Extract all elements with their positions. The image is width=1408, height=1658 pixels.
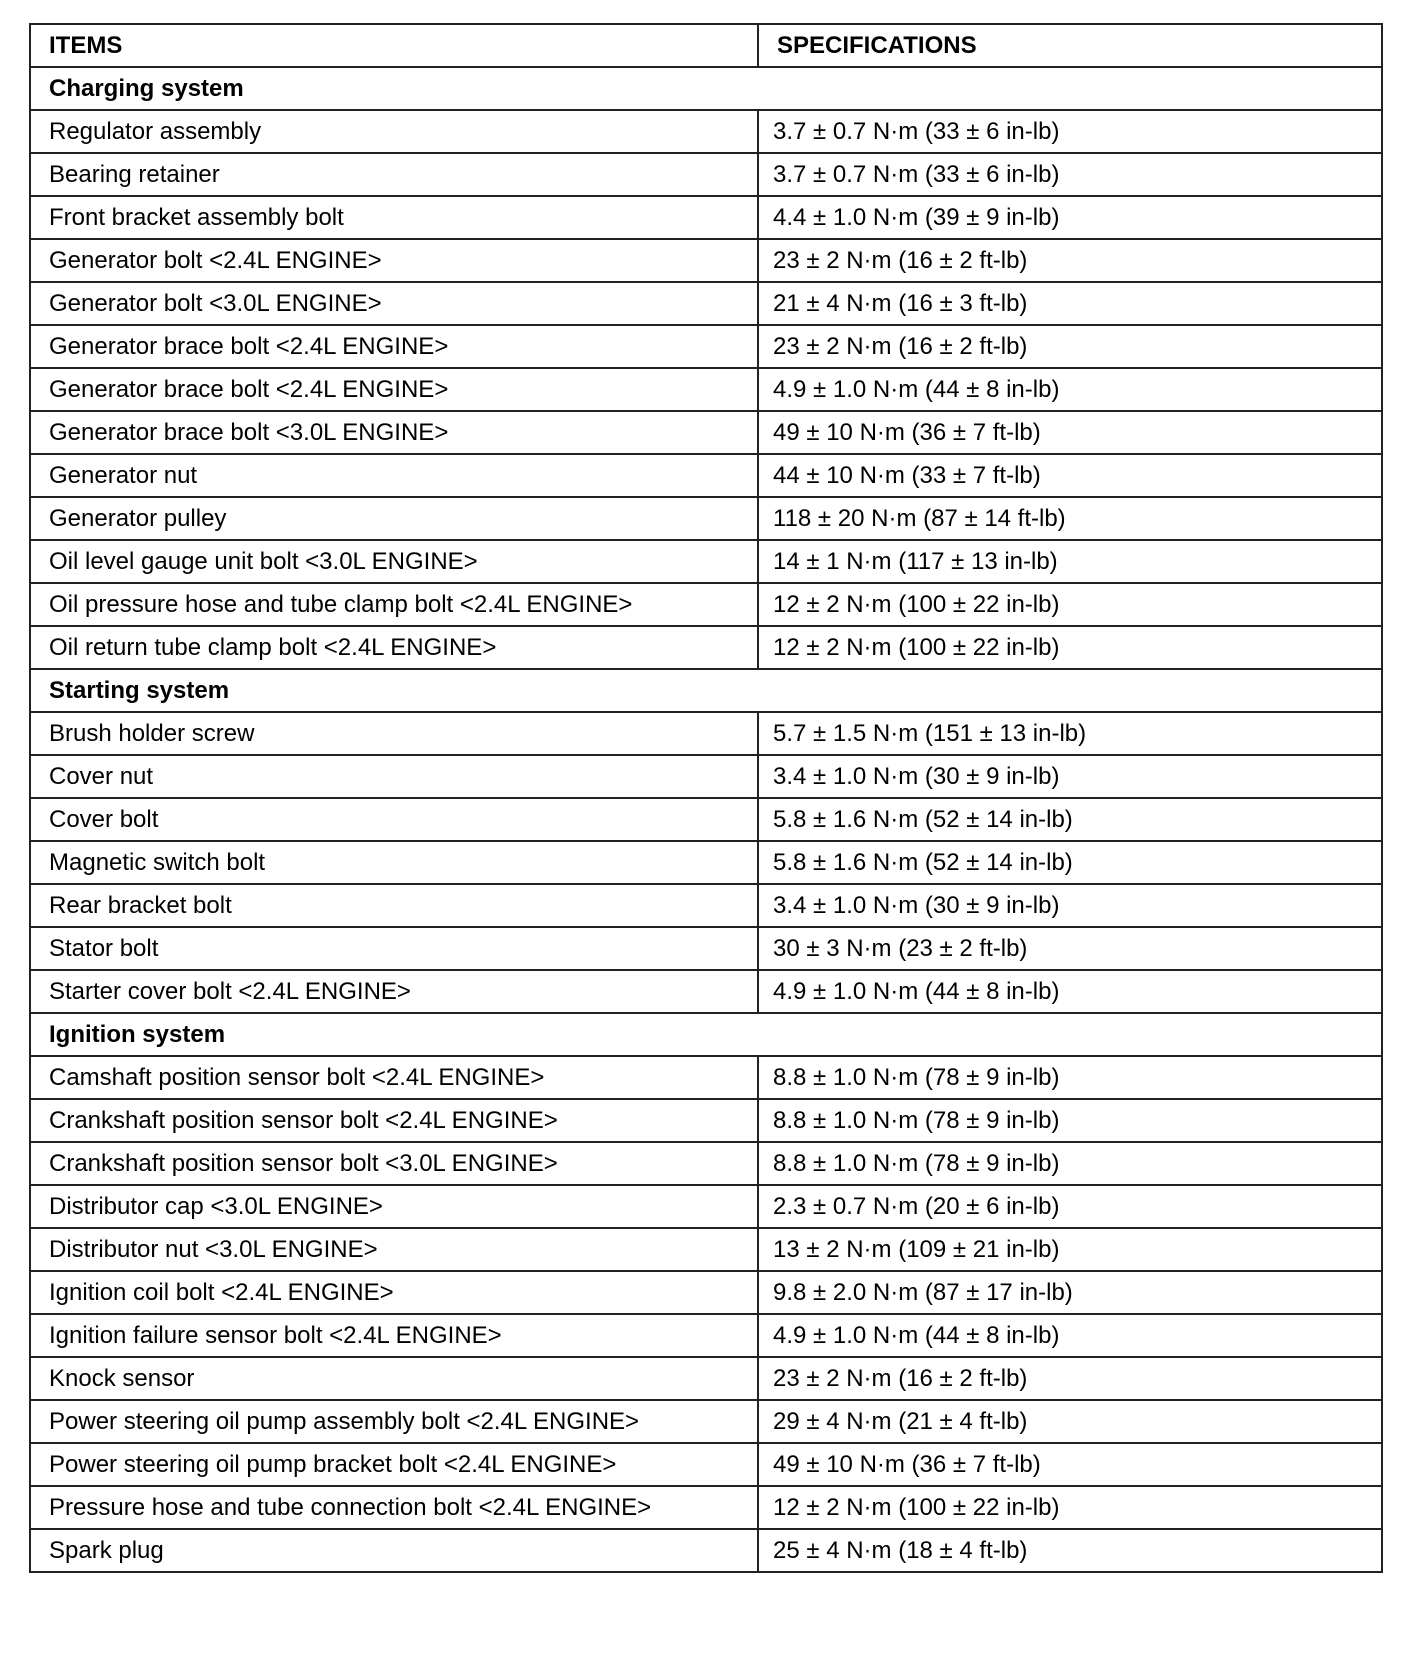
table-row	[30, 1142, 1382, 1185]
table-row	[30, 497, 1382, 540]
table-row	[30, 325, 1382, 368]
item-cell: Oil level gauge unit bolt <3.0L ENGINE>	[30, 540, 758, 583]
item-cell: Generator bolt <2.4L ENGINE>	[30, 239, 758, 282]
table-row	[30, 626, 1382, 669]
item-cell: Generator pulley	[30, 497, 758, 540]
item-cell: Crankshaft position sensor bolt <2.4L ENGINE>	[30, 1099, 758, 1142]
item-cell: Stator bolt	[30, 927, 758, 970]
table-row	[30, 583, 1382, 626]
table-row	[30, 196, 1382, 239]
specification-cell: 44 ± 10 N·m (33 ± 7 ft-lb)	[758, 454, 1382, 497]
specification-cell: 3.7 ± 0.7 N·m (33 ± 6 in-lb)	[758, 153, 1382, 196]
table-row	[30, 1314, 1382, 1357]
table-row	[30, 110, 1382, 153]
item-cell: Power steering oil pump assembly bolt <2.4L ENGINE>	[30, 1400, 758, 1443]
item-cell: Ignition failure sensor bolt <2.4L ENGINE>	[30, 1314, 758, 1357]
item-cell: Distributor nut <3.0L ENGINE>	[30, 1228, 758, 1271]
table-row	[30, 282, 1382, 325]
item-cell: Regulator assembly	[30, 110, 758, 153]
item-cell: Starter cover bolt <2.4L ENGINE>	[30, 970, 758, 1013]
item-cell: Front bracket assembly bolt	[30, 196, 758, 239]
item-cell: Ignition coil bolt <2.4L ENGINE>	[30, 1271, 758, 1314]
table-body	[30, 67, 1382, 1572]
item-cell: Rear bracket bolt	[30, 884, 758, 927]
section-title: Ignition system	[30, 1013, 1382, 1056]
specification-cell: 21 ± 4 N·m (16 ± 3 ft-lb)	[758, 282, 1382, 325]
table-row	[30, 884, 1382, 927]
specification-cell: 9.8 ± 2.0 N·m (87 ± 17 in-lb)	[758, 1271, 1382, 1314]
specifications-column-header: SPECIFICATIONS	[758, 24, 1382, 67]
specification-cell: 14 ± 1 N·m (117 ± 13 in-lb)	[758, 540, 1382, 583]
specification-cell: 3.4 ± 1.0 N·m (30 ± 9 in-lb)	[758, 755, 1382, 798]
specification-cell: 5.7 ± 1.5 N·m (151 ± 13 in-lb)	[758, 712, 1382, 755]
specification-cell: 4.9 ± 1.0 N·m (44 ± 8 in-lb)	[758, 1314, 1382, 1357]
specification-cell: 8.8 ± 1.0 N·m (78 ± 9 in-lb)	[758, 1056, 1382, 1099]
item-cell: Power steering oil pump bracket bolt <2.4L ENGINE>	[30, 1443, 758, 1486]
item-cell: Distributor cap <3.0L ENGINE>	[30, 1185, 758, 1228]
specification-cell: 2.3 ± 0.7 N·m (20 ± 6 in-lb)	[758, 1185, 1382, 1228]
item-cell: Bearing retainer	[30, 153, 758, 196]
specification-cell: 23 ± 2 N·m (16 ± 2 ft-lb)	[758, 1357, 1382, 1400]
specification-cell: 5.8 ± 1.6 N·m (52 ± 14 in-lb)	[758, 841, 1382, 884]
specification-cell: 12 ± 2 N·m (100 ± 22 in-lb)	[758, 1486, 1382, 1529]
item-cell: Generator brace bolt <2.4L ENGINE>	[30, 325, 758, 368]
table-row	[30, 841, 1382, 884]
specification-cell: 23 ± 2 N·m (16 ± 2 ft-lb)	[758, 325, 1382, 368]
section-row	[30, 1013, 1382, 1056]
specification-cell: 4.9 ± 1.0 N·m (44 ± 8 in-lb)	[758, 368, 1382, 411]
table-row	[30, 927, 1382, 970]
table-row	[30, 712, 1382, 755]
specification-cell: 8.8 ± 1.0 N·m (78 ± 9 in-lb)	[758, 1142, 1382, 1185]
torque-spec-table	[29, 23, 1383, 1573]
table-row	[30, 755, 1382, 798]
item-cell: Oil pressure hose and tube clamp bolt <2.4L ENGINE>	[30, 583, 758, 626]
specification-cell: 3.7 ± 0.7 N·m (33 ± 6 in-lb)	[758, 110, 1382, 153]
table-row	[30, 970, 1382, 1013]
table-row	[30, 239, 1382, 282]
item-cell: Brush holder screw	[30, 712, 758, 755]
table-row	[30, 540, 1382, 583]
table-row	[30, 411, 1382, 454]
specification-cell: 12 ± 2 N·m (100 ± 22 in-lb)	[758, 626, 1382, 669]
section-title: Starting system	[30, 669, 1382, 712]
table-row	[30, 1486, 1382, 1529]
specification-cell: 13 ± 2 N·m (109 ± 21 in-lb)	[758, 1228, 1382, 1271]
specification-cell: 29 ± 4 N·m (21 ± 4 ft-lb)	[758, 1400, 1382, 1443]
specification-cell: 30 ± 3 N·m (23 ± 2 ft-lb)	[758, 927, 1382, 970]
table-row	[30, 798, 1382, 841]
items-column-header: ITEMS	[30, 24, 758, 67]
specification-cell: 4.9 ± 1.0 N·m (44 ± 8 in-lb)	[758, 970, 1382, 1013]
table-row	[30, 1056, 1382, 1099]
table-row	[30, 1400, 1382, 1443]
item-cell: Camshaft position sensor bolt <2.4L ENGINE>	[30, 1056, 758, 1099]
table-row	[30, 454, 1382, 497]
item-cell: Oil return tube clamp bolt <2.4L ENGINE>	[30, 626, 758, 669]
item-cell: Knock sensor	[30, 1357, 758, 1400]
specification-cell: 12 ± 2 N·m (100 ± 22 in-lb)	[758, 583, 1382, 626]
specification-cell: 118 ± 20 N·m (87 ± 14 ft-lb)	[758, 497, 1382, 540]
table-row	[30, 1271, 1382, 1314]
section-row	[30, 669, 1382, 712]
specification-cell: 25 ± 4 N·m (18 ± 4 ft-lb)	[758, 1529, 1382, 1572]
specification-cell: 5.8 ± 1.6 N·m (52 ± 14 in-lb)	[758, 798, 1382, 841]
table-row	[30, 368, 1382, 411]
specification-cell: 49 ± 10 N·m (36 ± 7 ft-lb)	[758, 1443, 1382, 1486]
item-cell: Magnetic switch bolt	[30, 841, 758, 884]
item-cell: Generator bolt <3.0L ENGINE>	[30, 282, 758, 325]
specification-cell: 49 ± 10 N·m (36 ± 7 ft-lb)	[758, 411, 1382, 454]
specification-cell: 8.8 ± 1.0 N·m (78 ± 9 in-lb)	[758, 1099, 1382, 1142]
item-cell: Spark plug	[30, 1529, 758, 1572]
table-row	[30, 1228, 1382, 1271]
item-cell: Generator nut	[30, 454, 758, 497]
item-cell: Pressure hose and tube connection bolt <2.4L ENGINE>	[30, 1486, 758, 1529]
section-title: Charging system	[30, 67, 1382, 110]
table-row	[30, 153, 1382, 196]
specification-cell: 23 ± 2 N·m (16 ± 2 ft-lb)	[758, 239, 1382, 282]
item-cell: Cover bolt	[30, 798, 758, 841]
table-row	[30, 1357, 1382, 1400]
specification-cell: 3.4 ± 1.0 N·m (30 ± 9 in-lb)	[758, 884, 1382, 927]
header-row	[30, 24, 1382, 67]
table-row	[30, 1185, 1382, 1228]
item-cell: Generator brace bolt <3.0L ENGINE>	[30, 411, 758, 454]
item-cell: Cover nut	[30, 755, 758, 798]
item-cell: Generator brace bolt <2.4L ENGINE>	[30, 368, 758, 411]
specification-cell: 4.4 ± 1.0 N·m (39 ± 9 in-lb)	[758, 196, 1382, 239]
table-row	[30, 1099, 1382, 1142]
item-cell: Crankshaft position sensor bolt <3.0L ENGINE>	[30, 1142, 758, 1185]
section-row	[30, 67, 1382, 110]
table-row	[30, 1529, 1382, 1572]
table-row	[30, 1443, 1382, 1486]
